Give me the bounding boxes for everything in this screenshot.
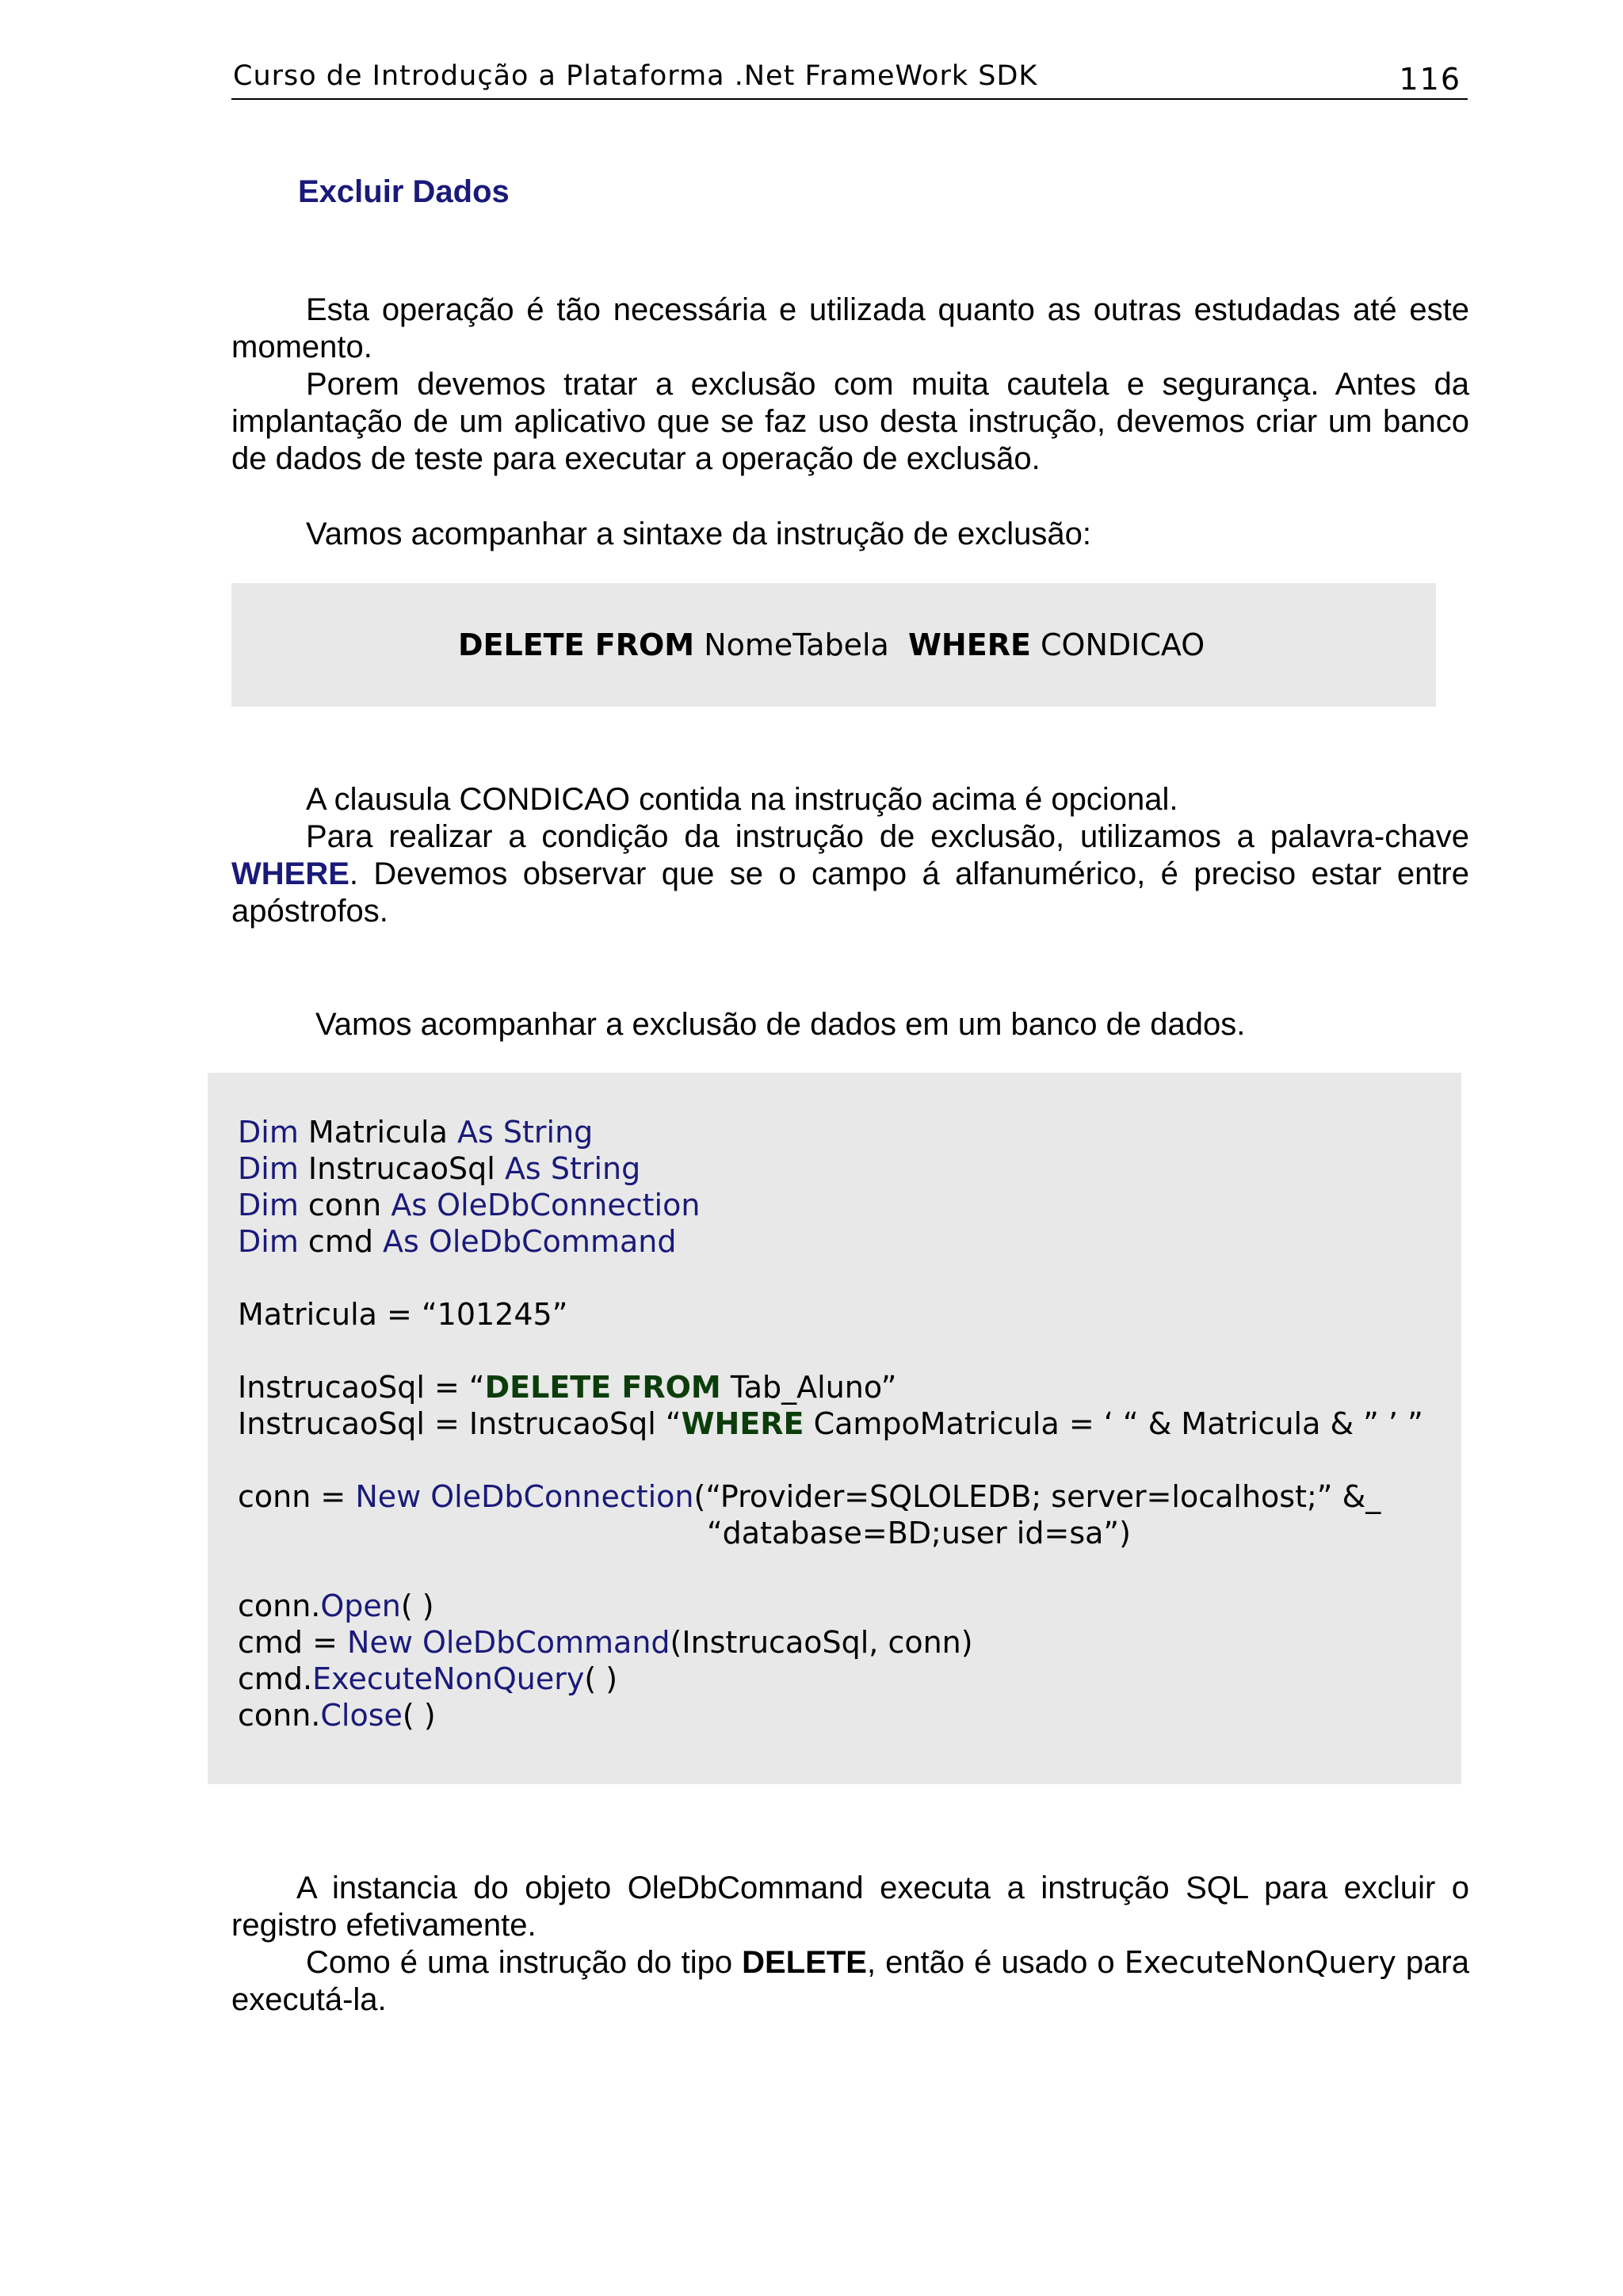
closing-paragraph-2 [231,1944,1469,2019]
code-keyword: String [502,1115,594,1150]
intro-paragraph-1: Esta operação é tão necessária e utilizada quanto as outras estudadas até este momento. [231,292,1469,364]
code-method: ExecuteNonQuery [312,1661,585,1696]
closing-text-b: , então é usado o [866,1945,1125,1980]
code-text: cmd = [238,1625,348,1660]
syntax-box [231,583,1436,707]
code-keyword: Dim [238,1188,299,1222]
code-text: ( ) [584,1661,618,1696]
syntax-keyword-where: WHERE [908,627,1031,662]
code-keyword: As OleDbCommand [383,1224,677,1259]
closing-keyword-delete: DELETE [742,1945,867,1980]
code-line-1 [238,1114,593,1150]
closing-method-name: ExecuteNonQuery [1124,1945,1396,1980]
syntax-line [458,627,1205,662]
code-line-5: Matricula = “101245” [238,1297,568,1332]
code-line-9: “database=BD;user id=sa”) [707,1516,1131,1550]
code-sql-keyword: DELETE FROM [484,1370,721,1405]
syntax-condition: CONDICAO [1041,627,1205,662]
code-text: conn. [238,1698,321,1733]
explain-paragraph-2 [231,818,1469,930]
code-text: ( ) [400,1589,434,1623]
code-line-6 [238,1369,896,1405]
code-text: InstrucaoSql [298,1151,505,1186]
syntax-table: NomeTabela [704,627,889,662]
code-method: Close [320,1698,403,1733]
code-block [208,1073,1461,1784]
closing-text-c: para executá-la. [231,1945,1469,2017]
code-sql-keyword: WHERE [681,1406,804,1441]
code-text: ( ) [402,1698,436,1733]
code-text: conn = [238,1479,356,1514]
code-text: (InstrucaoSql, conn) [670,1625,973,1660]
code-text: cmd. [238,1661,313,1696]
code-text: InstrucaoSql = InstrucaoSql “ [238,1406,682,1441]
closing-text-a: Como é uma instrução do tipo [306,1945,743,1980]
code-keyword: New OleDbCommand [347,1625,670,1660]
section-title: Excluir Dados [298,174,510,209]
code-keyword: As OleDbConnection [391,1188,701,1222]
code-keyword: Dim [238,1115,299,1150]
closing-paragraph-1: A instancia do objeto OleDbCommand executa a instrução SQL para excluir o registro efetivamente. [231,1871,1469,1943]
code-line-11 [238,1624,973,1661]
code-keyword: New OleDbConnection [355,1479,694,1514]
code-keyword: String [550,1151,641,1186]
explain-paragraph-3: Vamos acompanhar a exclusão de dados em um banco de dados. [315,1007,1246,1042]
intro-paragraph-2: Porem devemos tratar a exclusão com muita cautela e segurança. Antes da implantação de um aplicativo que se faz uso desta instrução, devemos criar um banco de dados de teste para executar a operação de exclusão. [231,367,1469,476]
code-text: (“Provider=SQLOLEDB; server=localhost;” &_ [693,1479,1381,1514]
intro-paragraph-3: Vamos acompanhar a sintaxe da instrução de exclusão: [306,517,1091,551]
code-text: conn. [238,1589,321,1623]
page-number: 116 [1399,62,1461,97]
code-line-2 [238,1150,640,1187]
header-title: Curso de Introdução a Plataforma .Net FrameWork SDK [233,60,1038,92]
code-text: conn [298,1188,391,1222]
explain-paragraph-1: A clausula CONDICAO contida na instrução acima é opcional. [306,782,1178,817]
code-keyword: Dim [238,1151,299,1186]
syntax-keyword-delete: DELETE FROM [458,627,695,662]
code-line-7 [238,1405,1423,1442]
code-line-13 [238,1697,436,1733]
code-text: CampoMatricula = ‘ “ & Matricula & ” ’ ” [804,1406,1423,1441]
code-keyword: Dim [238,1224,299,1259]
code-text: cmd [298,1224,384,1259]
code-text: InstrucaoSql = “ [238,1370,485,1405]
code-line-12 [238,1661,617,1697]
page-header [231,57,1468,100]
code-text: Tab_Aluno” [720,1370,897,1405]
code-line-10 [238,1588,434,1624]
code-line-3 [238,1187,700,1223]
code-line-8 [238,1478,1381,1515]
explain-text-after: . Devemos observar que se o campo á alfanumérico, é preciso estar entre apóstrofos. [231,856,1469,929]
explain-keyword-where: WHERE [231,856,349,891]
code-keyword: As [456,1115,494,1150]
code-text: Matricula [298,1115,457,1150]
explain-text-before: Para realizar a condição da instrução de exclusão, utilizamos a palavra-chave [306,819,1469,854]
code-method: Open [320,1589,401,1623]
code-keyword: As [504,1151,541,1186]
code-line-4 [238,1223,676,1260]
